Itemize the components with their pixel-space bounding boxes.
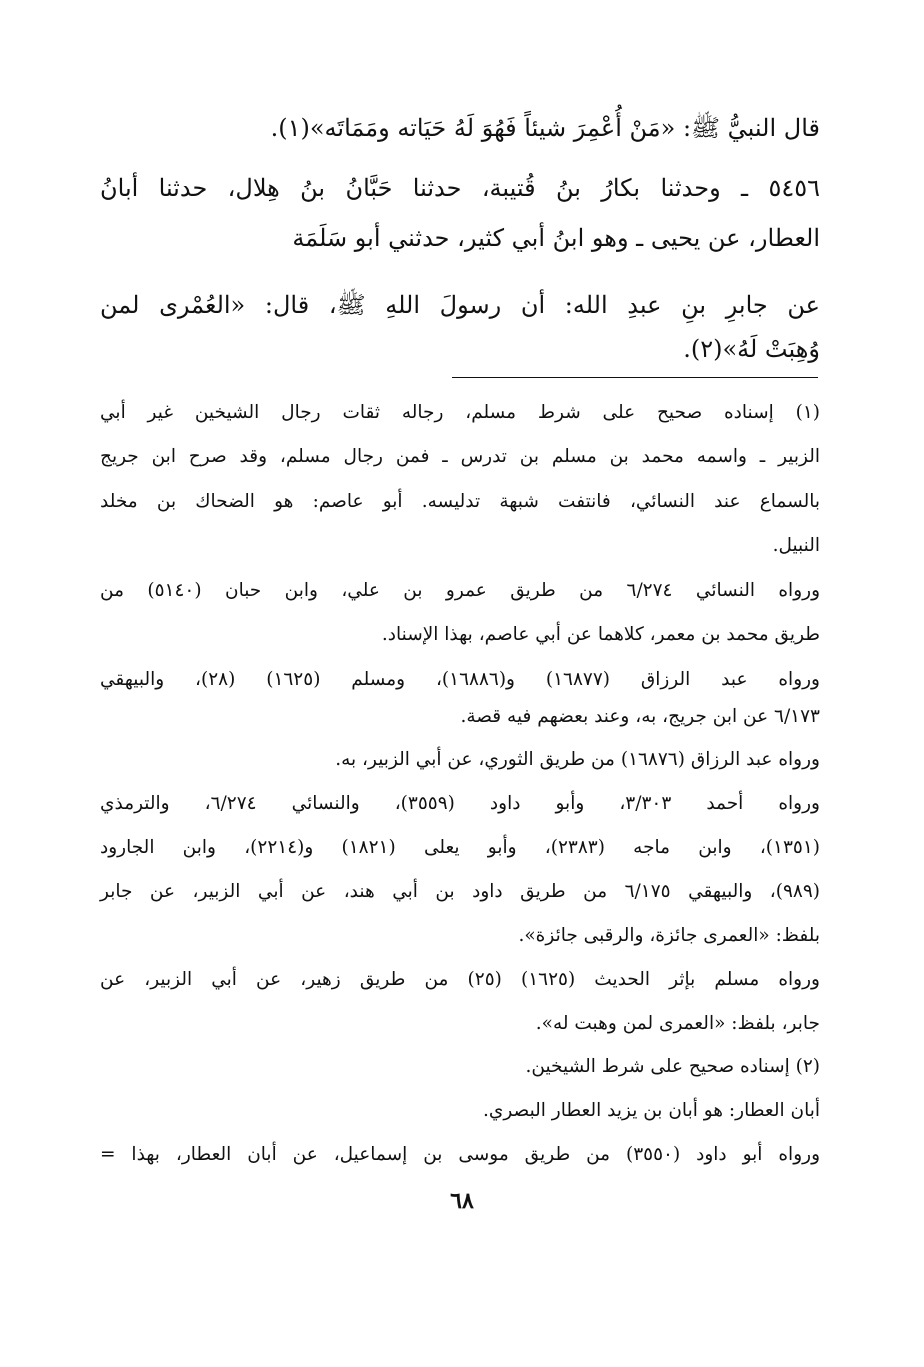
- footnote-line: ورواه مسلم بإثر الحديث (١٦٢٥) (٢٥) من طريق زهير، عن أبي الزبير، عن: [100, 969, 820, 990]
- footnote-line: ورواه أحمد ٣/٣٠٣، وأبو داود (٣٥٥٩)، والنسائي ٦/٢٧٤، والترمذي: [100, 793, 820, 814]
- footnote-line: (٩٨٩)، والبيهقي ٦/١٧٥ من طريق داود بن أبي هند، عن أبي الزبير، عن جابر: [100, 881, 820, 902]
- footnote-line: جابر، بلفظ: «العمرى لمن وهبت له».: [535, 1013, 820, 1034]
- main-text-line: عن جابرِ بنِ عبدِ الله: أن رسولَ اللهِ ﷺ، قال: «العُمْرى لمن: [100, 291, 820, 319]
- footnote-line: النبيل.: [772, 535, 820, 556]
- footnote-line: ورواه أبو داود (٣٥٥٠) من طريق موسى بن إسماعيل، عن أبان العطار، بهذا =: [100, 1144, 821, 1165]
- footnote-line: (٢) إسناده صحيح على شرط الشيخين.: [525, 1056, 820, 1077]
- footnote-line: (١٣٥١)، وابن ماجه (٢٣٨٣)، وأبو يعلى (١٨٢١) و(٢٢١٤)، وابن الجارود: [100, 837, 820, 858]
- footnote-line: ٦/١٧٣ عن ابن جريج، به، وعند بعضهم فيه قصة.: [460, 706, 820, 727]
- main-text-line: وُهِبَتْ لَهُ»(٢).: [683, 335, 820, 363]
- main-text-line: قال النبيُّ ﷺ: «مَنْ أُعْمِرَ شيئاً فَهُوَ لَهُ حَيَاته ومَمَاتَه»(١).: [270, 114, 820, 142]
- footnote-line: بالسماع عند النسائي، فانتفت شبهة تدليسه. أبو عاصم: هو الضحاك بن مخلد: [100, 491, 820, 512]
- hadith-5456-line: ٥٤٥٦ ـ وحدثنا بكارُ بنُ قُتيبة، حدثنا حَبَّانُ بنُ هِلال، حدثنا أبانُ: [100, 174, 820, 202]
- footnote-line: أبان العطار: هو أبان بن يزيد العطار البصري.: [482, 1100, 820, 1121]
- footnote-divider: [452, 377, 818, 378]
- footnote-line: ورواه عبد الرزاق (١٦٨٧٧) و(١٦٨٨٦)، ومسلم (١٦٢٥) (٢٨)، والبيهقي: [100, 669, 820, 690]
- footnote-line: الزبير ـ واسمه محمد بن مسلم بن تدرس ـ فمن رجال مسلم، وقد صرح ابن جريج: [100, 446, 820, 467]
- page-number: ٦٨: [450, 1188, 474, 1214]
- footnote-line: ورواه النسائي ٦/٢٧٤ من طريق عمرو بن علي، وابن حبان (٥١٤٠) من: [100, 580, 821, 601]
- footnote-line: ورواه عبد الرزاق (١٦٨٧٦) من طريق الثوري، عن أبي الزبير، به.: [335, 749, 820, 770]
- main-text-line: العطار، عن يحيى ـ وهو ابنُ أبي كثير، حدثني أبو سَلَمَة: [292, 224, 820, 252]
- footnote-line: طريق محمد بن معمر، كلاهما عن أبي عاصم، بهذا الإسناد.: [381, 624, 820, 645]
- footnote-line: بلفظ: «العمرى جائزة، والرقبى جائزة».: [518, 925, 820, 946]
- footnote-line: (١) إسناده صحيح على شرط مسلم، رجاله ثقات رجال الشيخين غير أبي: [100, 402, 820, 423]
